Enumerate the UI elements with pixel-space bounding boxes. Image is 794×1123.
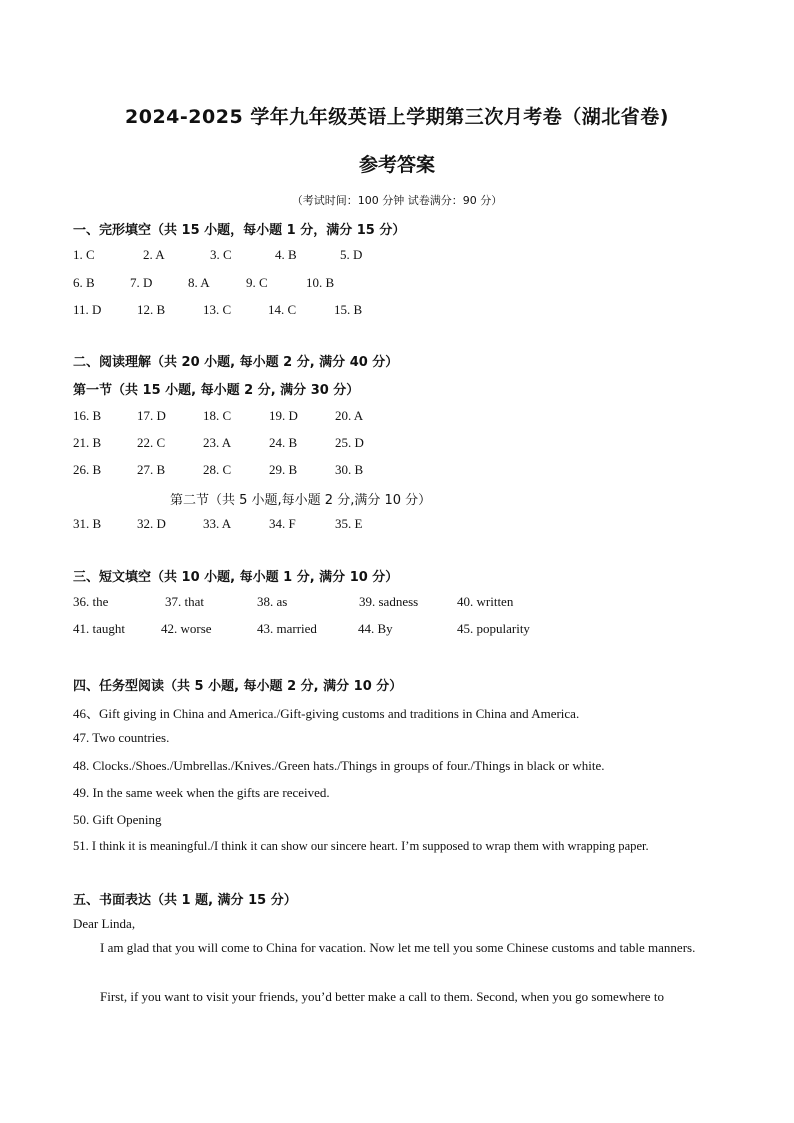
letter-paragraph: First, if you want to visit your friends, you’d better make a call to them. Second, when you go somewhere to [100, 989, 664, 1004]
answer-item: 4. B [275, 247, 297, 262]
section-4-heading: 四、任务型阅读（共 5 小题, 每小题 2 分, 满分 10 分） [73, 679, 403, 694]
answer-item: 38. as [257, 594, 288, 609]
answer-item: 10. B [306, 275, 335, 290]
section-5-heading: 五、书面表达（共 1 题, 满分 15 分） [73, 893, 297, 908]
answer-item: 21. B [73, 435, 102, 450]
answer-item: 36. the [73, 594, 109, 609]
answer-line: 48. Clocks./Shoes./Umbrellas./Knives./Green hats./Things in groups of four./Things in black or white. [73, 758, 605, 773]
answer-line: 50. Gift Opening [73, 812, 162, 827]
answer-item: 19. D [269, 408, 298, 423]
answer-item: 25. D [335, 435, 364, 450]
page-subtitle: 参考答案 [358, 154, 435, 176]
answer-item: 34. F [269, 516, 296, 531]
answer-item: 8. A [188, 275, 210, 290]
answer-item: 37. that [165, 594, 204, 609]
answer-item: 43. married [257, 621, 317, 636]
answer-item: 11. D [73, 302, 102, 317]
answer-item: 14. C [268, 302, 297, 317]
section-2-part2-heading: 第二节（共 5 小题,每小题 2 分,满分 10 分） [170, 493, 432, 508]
section-2-heading: 二、阅读理解（共 20 小题, 每小题 2 分, 满分 40 分） [73, 355, 399, 370]
answer-item: 33. A [203, 516, 232, 531]
page-title: 2024-2025 学年九年级英语上学期第三次月考卷（湖北省卷) [125, 106, 669, 128]
answer-item: 44. By [358, 621, 393, 636]
answer-item: 23. A [203, 435, 232, 450]
answer-item: 30. B [335, 462, 364, 477]
answer-item: 6. B [73, 275, 95, 290]
answer-item: 9. C [246, 275, 268, 290]
answer-item: 24. B [269, 435, 298, 450]
answer-item: 39. sadness [359, 594, 419, 609]
answer-item: 42. worse [161, 621, 212, 636]
section-2-part1-heading: 第一节（共 15 小题, 每小题 2 分, 满分 30 分） [73, 383, 360, 398]
answer-item: 32. D [137, 516, 166, 531]
letter-greeting: Dear Linda, [73, 916, 136, 931]
answer-line: 49. In the same week when the gifts are received. [73, 785, 330, 800]
answer-item: 1. C [73, 247, 95, 262]
answer-item: 5. D [340, 247, 363, 262]
answer-item: 16. B [73, 408, 102, 423]
exam-meta: （考试时间：100 分钟 试卷满分：90 分） [291, 194, 503, 207]
answer-item: 40. written [457, 594, 514, 609]
section-3-heading: 三、短文填空（共 10 小题, 每小题 1 分, 满分 10 分） [73, 570, 399, 585]
answer-item: 22. C [137, 435, 166, 450]
answer-item: 20. A [335, 408, 364, 423]
answer-item: 27. B [137, 462, 166, 477]
answer-item: 45. popularity [457, 621, 530, 636]
answer-item: 35. E [335, 516, 363, 531]
answer-line: 51. I think it is meaningful./I think it can show our sincere heart. I’m supposed to wrap them with wrapping paper. [73, 839, 649, 853]
answer-item: 13. C [203, 302, 232, 317]
answer-item: 3. C [210, 247, 232, 262]
answer-line: 46、Gift giving in China and America./Gift-giving customs and traditions in China and America. [73, 706, 580, 721]
answer-item: 12. B [137, 302, 166, 317]
answer-item: 15. B [334, 302, 363, 317]
answer-item: 18. C [203, 408, 232, 423]
section-1-heading: 一、完形填空（共 15 小题，每小题 1 分，满分 15 分） [73, 223, 406, 238]
answer-line: 47. Two countries. [73, 730, 170, 745]
answer-item: 17. D [137, 408, 166, 423]
answer-item: 7. D [130, 275, 153, 290]
answer-item: 31. B [73, 516, 102, 531]
answer-item: 2. A [143, 247, 165, 262]
answer-item: 26. B [73, 462, 102, 477]
answer-item: 41. taught [73, 621, 125, 636]
letter-paragraph: I am glad that you will come to China for vacation. Now let me tell you some Chinese customs and table manners. [100, 940, 696, 955]
answer-item: 28. C [203, 462, 232, 477]
answer-item: 29. B [269, 462, 298, 477]
